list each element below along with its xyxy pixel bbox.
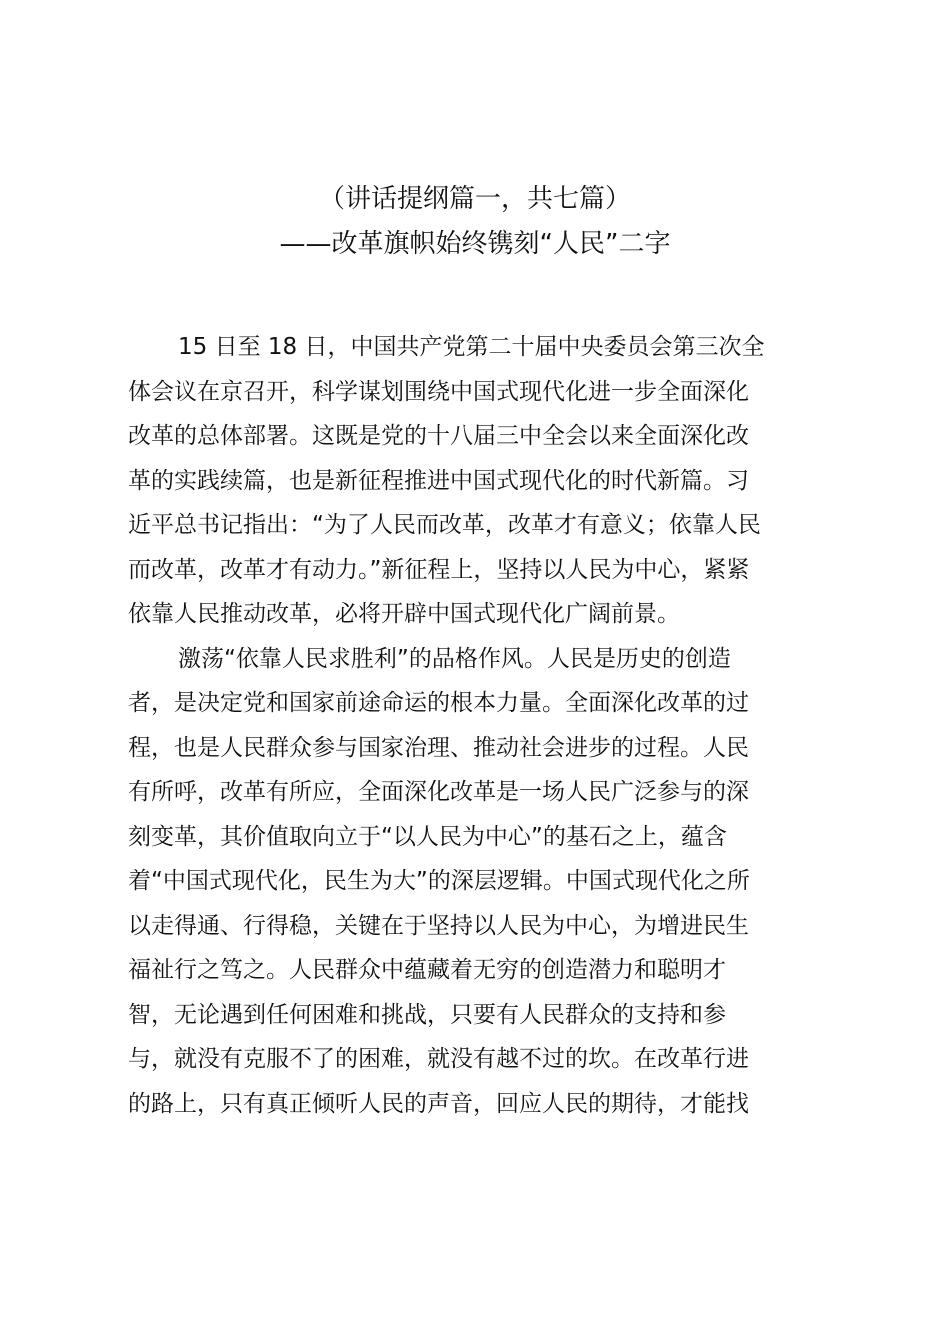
- text-line: 与，就没有克服不了的困难，就没有越不过的坎。在改革行进: [128, 1046, 749, 1072]
- text-line: 着“中国式现代化，民生为大”的深层逻辑。中国式现代化之所: [128, 868, 750, 894]
- text-line: 近平总书记指出：“为了人民而改革，改革才有意义；依靠人民: [128, 512, 761, 538]
- paragraph-1: [128, 325, 848, 637]
- text-line: 程，也是人民群众参与国家治理、推动社会进步的过程。人民: [128, 734, 749, 761]
- body-text: [128, 325, 848, 1126]
- text-line: 以走得通、行得稳，关键在于坚持以人民为中心，为增进民生: [128, 912, 749, 939]
- text-line: 者，是决定党和国家前途命运的根本力量。全面深化改革的过: [128, 690, 749, 716]
- text-line: 刻变革，其价值取向立于“以人民为中心”的基石之上，蕴含: [128, 823, 727, 850]
- text-line: 而改革，改革才有动力。”新征程上，坚持以人民为中心，紧紧: [128, 556, 750, 583]
- text-line: 改革的总体部署。这既是党的十八届三中全会以来全面深化改: [128, 423, 749, 449]
- title-block: [0, 177, 950, 267]
- text-line: 激荡“依靠人民求胜利”的品格作风。人民是历史的创造: [178, 645, 731, 672]
- text-line: 15 日至 18 日，中国共产党第二十届中央委员会第三次全: [178, 334, 765, 360]
- text-line: 依靠人民推动改革，必将开辟中国式现代化广阔前景。: [128, 601, 680, 627]
- text-line: 体会议在京召开，科学谋划围绕中国式现代化进一步全面深化: [128, 378, 749, 405]
- text-line: 的路上，只有真正倾听人民的声音，回应人民的期待，才能找: [128, 1090, 749, 1117]
- title-line-1: （讲话提纲篇一，共七篇）: [318, 184, 631, 214]
- text-line: 福祉行之笃之。人民群众中蕴藏着无穷的创造潜力和聪明才: [128, 957, 726, 983]
- text-line: 智，无论遇到任何困难和挑战，只要有人民群众的支持和参: [128, 1001, 726, 1028]
- text-line: 革的实践续篇，也是新征程推进中国式现代化的时代新篇。习: [128, 467, 749, 494]
- subtitle-line: ——改革旗帜始终镌刻“人民”二字: [279, 229, 671, 259]
- text-line: 有所呼，改革有所应，全面深化改革是一场人民广泛参与的深: [128, 779, 749, 805]
- paragraph-2: [128, 637, 848, 1127]
